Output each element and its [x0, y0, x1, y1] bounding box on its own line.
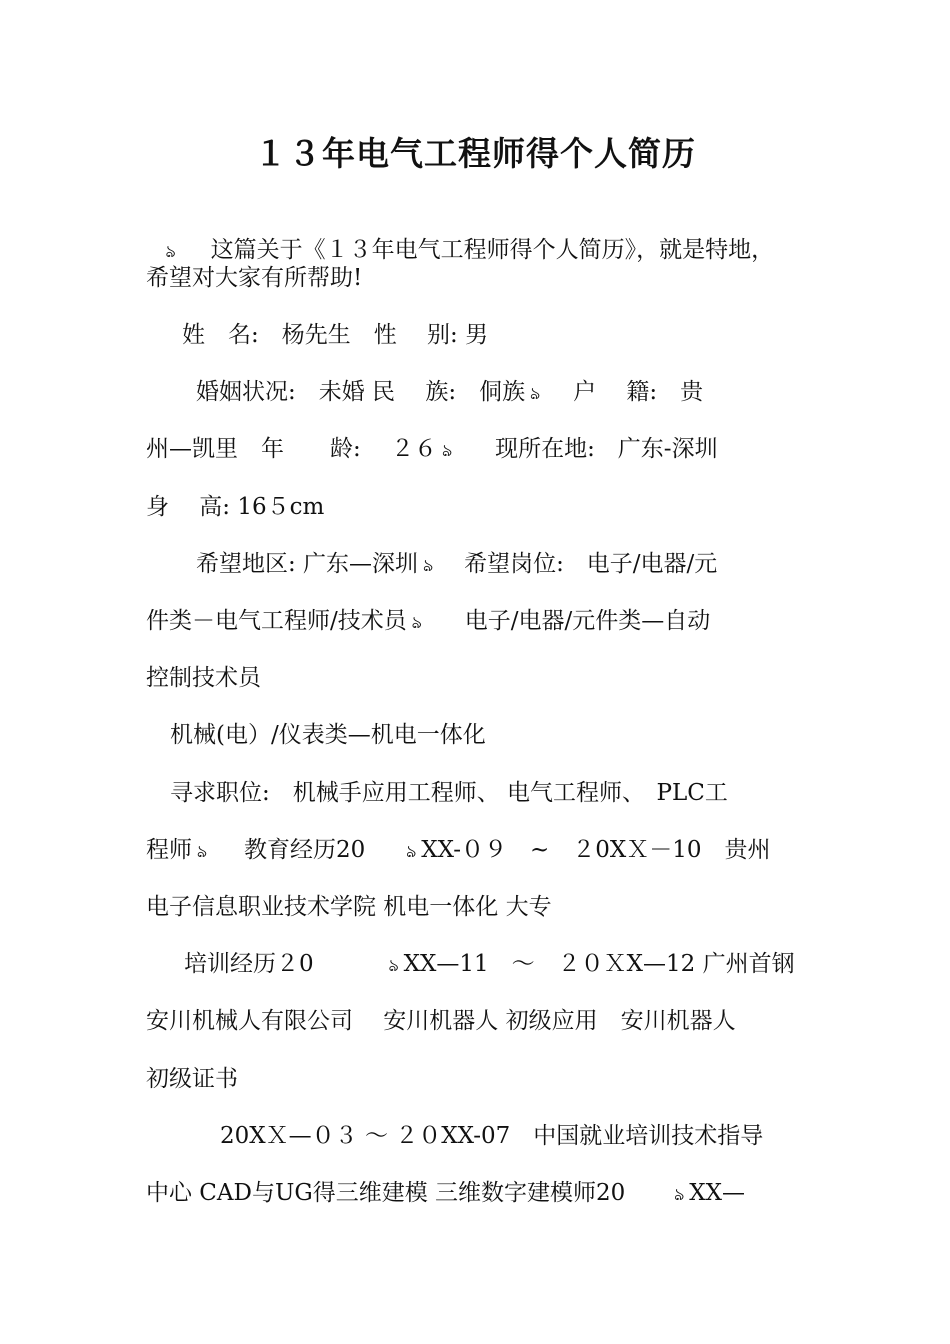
current-location: 现所在地: 广东-深圳	[495, 436, 718, 462]
intro-line-1	[146, 205, 806, 267]
training-date-start: XX—	[689, 1180, 746, 1206]
training-line-2: 20XＸ—０３ ～ ２０XX-07 中国就业培训技术指导	[220, 1123, 764, 1149]
intro-text-2: 希望对大家有所帮助!	[146, 265, 363, 291]
bullet-marker-icon: ঌ	[388, 956, 399, 976]
position-line-3: 控制技术员	[146, 665, 261, 691]
seeking-position-line: 寻求职位: 机械手应用工程师、 电气工程师、 PLC工	[170, 780, 728, 806]
name-gender-line: 姓 名: 杨先生 性 别: 男	[182, 322, 489, 348]
bullet-marker-icon: ঌ	[165, 242, 176, 262]
marital-ethnicity: 婚姻状况: 未婚 民 族: 侗族	[196, 379, 526, 405]
training-line	[184, 949, 844, 981]
desired-region-line	[196, 549, 806, 581]
age-location-line	[146, 434, 806, 466]
bullet-marker-icon: ঌ	[406, 842, 417, 862]
desired-region: 希望地区: 广东—深圳	[196, 551, 419, 577]
training-dates: XX—11 ～ ２０ＸX—12 广州首钢	[403, 951, 795, 977]
hukou-age: 州—凯里 年 龄: ２６	[146, 436, 438, 462]
education-school: 电子信息职业技术学院 机电一体化 大专	[146, 894, 552, 920]
hukou-label: 户 籍: 贵	[573, 379, 704, 405]
training-label: 培训经历２0	[184, 951, 314, 977]
training-course: 中心 CAD与UG得三维建模 三维数字建模师20	[146, 1180, 626, 1206]
education-dates: XX-０９ ~ ２0XＸ－10 贵州	[421, 837, 771, 863]
training-certificate: 初级证书	[146, 1066, 238, 1092]
position-tail: 程师	[146, 837, 192, 863]
education-label: 教育经历20	[244, 837, 366, 863]
bullet-marker-icon: ঌ	[411, 613, 422, 633]
position-line-2	[146, 606, 806, 638]
bullet-marker-icon: ঌ	[196, 842, 208, 862]
intro-text-1: 这篇关于《１３年电气工程师得个人简历》，就是特地，	[210, 237, 775, 263]
bullet-marker-icon: ঌ	[441, 441, 453, 461]
bullet-marker-icon: ঌ	[674, 1185, 685, 1205]
bullet-marker-icon: ঌ	[422, 556, 434, 576]
height-line: 身 高: 16５cm	[146, 494, 325, 520]
position-line-4: 机械(电）/仪表类—机电一体化	[170, 722, 486, 748]
training-line-3	[146, 1178, 806, 1210]
position-category-1: 件类－电气工程师/技术员	[146, 608, 407, 634]
marital-line	[196, 377, 806, 409]
document-title: １３年电气工程师得个人简历	[254, 134, 696, 173]
education-line	[146, 835, 806, 867]
position-category-2: 电子/电器/元件类—自动	[464, 608, 711, 634]
bullet-marker-icon: ঌ	[530, 384, 541, 404]
desired-position: 希望岗位: 电子/电器/元	[464, 551, 718, 577]
training-company: 安川机械人有限公司 安川机器人 初级应用 安川机器人	[146, 1008, 736, 1034]
